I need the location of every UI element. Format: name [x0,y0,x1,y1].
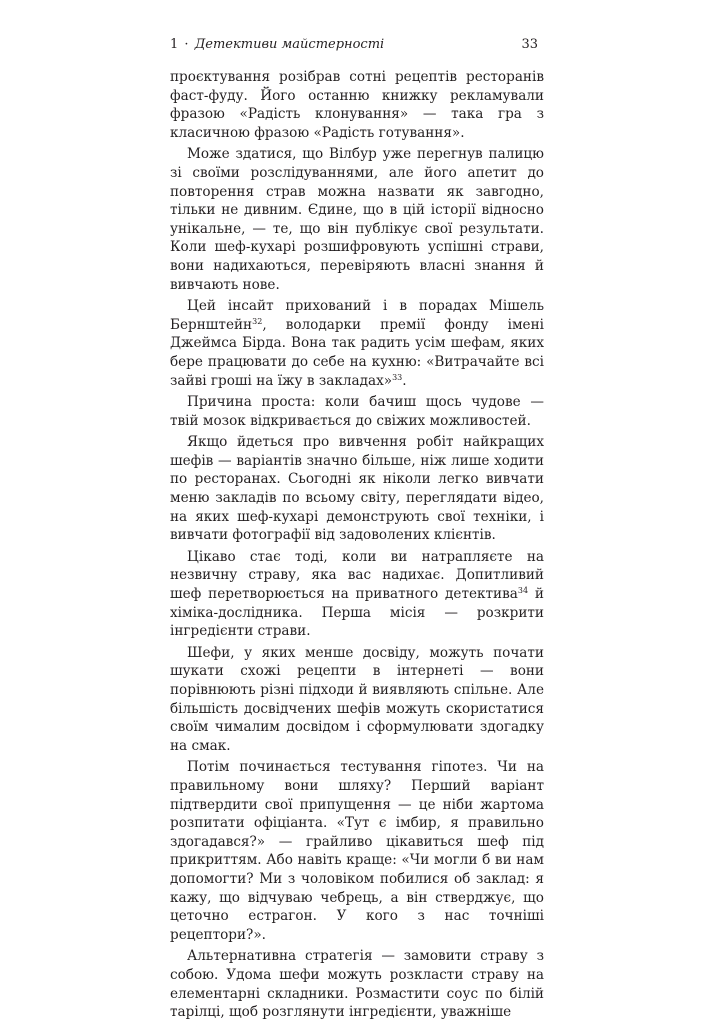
paragraph-text: Альтернативна стратегія — замовити страву з собою. Удома шефи можуть розкласти страву на елементарні складники. Розмастити соус по білій тарілці, щоб розглянути інгредієнти, уважніше [170,948,544,1021]
running-head [170,37,540,53]
body-text [170,68,544,1025]
page-number: 33 [521,37,538,52]
paragraph [170,145,544,294]
paragraph-text: Може здатися, що Вілбур уже перегнув палицю зі своїми розслідуваннями, але його апетит до повторення страв можна назвати як завгодно, тільки не дивним. Єдине, що в цій історії відносно унікальне, — те, що він публікує свої результати. Коли шеф-кухарі розшифровують успішні страви, вони надихаються, перевіряють власні знання й вивчають нове. [170,146,544,293]
paragraph [170,644,544,756]
footnote-ref[interactable]: 33 [392,372,403,382]
running-head-separator: · [184,37,189,52]
paragraph [170,758,544,944]
paragraph-text: Якщо йдеться про вивчення робіт найкращих шефів — варіантів значно більше, ніж лише ходити по ресторанах. Сьогодні як ніколи легко вивчати меню закладів по всьому світу, переглядати відео, на яких шеф-кухарі демонструють свої техніки, і вивчати фотографії від задоволених клієнтів. [170,434,544,544]
paragraph-text: , володарки премії фонду імені Джеймса Бірда. Вона так радить усім шефам, яких бере працювати до себе на кухню: «Витрачайте всі зайві гроші на їжу в закладах» [170,316,544,389]
paragraph-text: Цікаво стає тоді, коли ви натрапляєте на незвичну страву, яка вас надихає. Допитливий шеф перетворюється на приватного детектива [170,548,544,603]
chapter-number: 1 [170,37,179,52]
paragraph [170,68,544,142]
paragraph [170,297,544,390]
paragraph [170,947,544,1021]
paragraph [170,548,544,641]
paragraph-text: й хіміка-дослідника. Перша місія — розкрити інгредієнти страви. [170,586,544,640]
paragraph-text: Причина проста: коли бачиш щось чудове — твій мозок відкривається до свіжих можливостей. [170,394,544,429]
footnote-ref[interactable]: 34 [517,586,529,596]
paragraph-text: Цей інсайт прихований і в порадах Мішель Бернштейн [170,298,544,333]
paragraph-text: . [402,372,407,389]
paragraph-text: Потім починається тестування гіпотез. Чи на правильному вони шляху? Перший варіант підтвердити свої припущення — це ніби жартома розпитати офіціанта. «Тут є імбир, я правильно здогадався?» — грайливо цікавиться шеф під прикриттям. Або навіть краще: «Чи могли б ви нам допомогти? Ми з чоловіком побилися об заклад: я кажу, що відчуваю чебрець, а він стверджує, що цеточно естрагон. У кого з нас точніші рецептори?». [170,759,544,943]
paragraph [170,393,544,430]
paragraph [170,433,544,545]
footnote-ref[interactable]: 32 [252,316,263,326]
paragraph-text: проєктування розібрав сотні рецептів ресторанів фаст-фуду. Його останню книжку рекламували фразою «Радість клонування» — така гра з класичною фразою «Радість готування». [170,69,544,141]
paragraph-text: Шефи, у яких менше досвіду, можуть почати шукати схожі рецепти в інтернеті — вони порівнюють різні підходи й виявляють спільне. Але більшість досвідчених шефів можуть скористатися своїм чималим досвідом і сформулювати здогадку на смак. [170,644,544,754]
chapter-title: Детективи майстерності [194,37,385,52]
